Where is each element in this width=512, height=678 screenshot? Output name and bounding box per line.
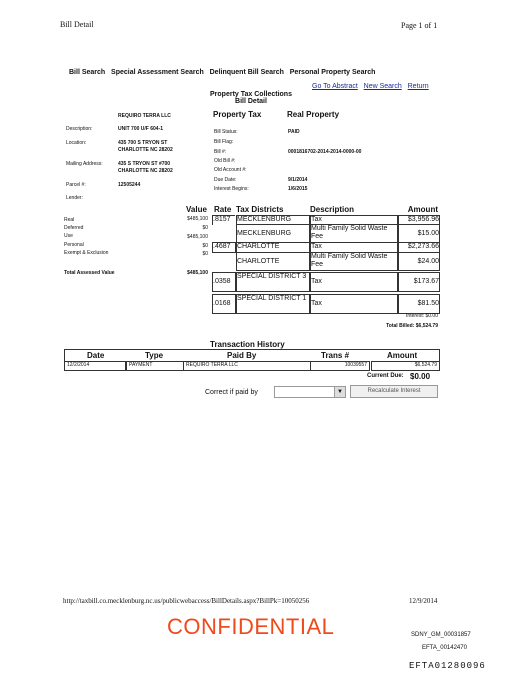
value-exempt: $0 <box>202 251 208 257</box>
label-mailing: Mailing Address: <box>66 161 103 167</box>
label-old-bill: Old Bill #: <box>214 158 236 164</box>
trans-paid-by: REQUIRO TERRA LLC <box>183 361 311 371</box>
header-tax-districts: Tax Districts <box>236 205 284 214</box>
header-rate: Rate <box>214 205 232 214</box>
chevron-down-icon: ▼ <box>334 387 345 397</box>
label-exempt: Exempt & Exclusion <box>64 250 109 256</box>
tax-district: MECKLENBURG <box>236 224 310 243</box>
tax-district: CHARLOTTE <box>236 242 310 253</box>
value-mailing-2: CHARLOTTE NC 28202 <box>118 168 173 174</box>
new-search-link[interactable]: New Search <box>363 83 402 90</box>
label-deferred: Deferred <box>64 225 84 231</box>
value-mailing-1: 435 S TRYON ST #700 <box>118 161 171 167</box>
nav-bar <box>69 69 375 76</box>
nav-special-assessment-search[interactable]: Special Assessment Search <box>111 69 204 76</box>
section-title-right: Real Property <box>287 110 340 119</box>
label-description: Description: <box>66 126 93 132</box>
footer-id-efta-2: EFTA01280096 <box>409 661 486 671</box>
footer-date: 12/9/2014 <box>409 597 438 605</box>
label-parcel: Parcel #: <box>66 182 86 188</box>
tax-amount: $15.00 <box>398 224 440 243</box>
label-interest-begins: Interest Begins: <box>214 186 249 192</box>
tax-district: SPECIAL DISTRICT 1 <box>236 294 310 314</box>
label-real: Real <box>64 217 75 223</box>
trans-header-date: Date <box>87 351 105 360</box>
transaction-row <box>64 361 440 370</box>
header-description: Description <box>310 205 355 214</box>
tax-desc: Tax <box>310 272 398 292</box>
correct-if-paid-label: Correct if paid by <box>205 389 258 396</box>
tax-rate: .8157 <box>212 215 235 225</box>
value-description: UNIT 700 U/F 604-1 <box>118 126 164 132</box>
value-deferred: $0 <box>202 225 208 231</box>
footer-url: http://taxbill.co.mecklenburg.nc.us/publicwebaccess/BillDetails.aspx?BillPk=10050256 <box>63 597 310 605</box>
sublinks <box>312 83 429 90</box>
paid-by-date-select[interactable] <box>274 386 346 398</box>
label-due-date: Due Date: <box>214 177 237 183</box>
owner-name: REQUIRO TERRA LLC <box>118 113 171 119</box>
tax-amount: $173.67 <box>398 272 440 292</box>
trans-amount: $6,524.79 <box>371 361 440 371</box>
value-location-1: 435 700 S TRYON ST <box>118 140 168 146</box>
label-total-assessed: Total Assessed Value <box>64 270 115 276</box>
value-due-date: 9/1/2014 <box>288 177 308 183</box>
tax-amount: $2,273.66 <box>398 242 440 253</box>
tax-rate: .0168 <box>212 294 236 314</box>
value-interest-begins: 1/6/2015 <box>288 186 308 192</box>
value-location-2: CHARLOTTE NC 28202 <box>118 147 173 153</box>
value-real: $485,100 <box>187 216 208 222</box>
label-personal: Personal <box>64 242 84 248</box>
current-due-label: Current Due: <box>367 373 404 379</box>
tax-desc: Multi Family Solid Waste Fee <box>310 224 398 243</box>
tax-district: SPECIAL DISTRICT 3 <box>236 272 310 292</box>
interest: Interest: $0.00 <box>406 313 438 319</box>
tax-rate: .0358 <box>212 272 236 292</box>
current-due-value: $0.00 <box>410 372 431 381</box>
transaction-header-row <box>64 349 440 361</box>
footer-id-efta-1: EFTA_00142470 <box>422 645 467 651</box>
value-total-assessed: $485,100 <box>187 270 208 276</box>
page-indicator: Page 1 of 1 <box>401 21 438 30</box>
section-title-left: Property Tax <box>213 110 262 119</box>
label-use: Use <box>64 233 73 239</box>
recalculate-interest-button[interactable]: Recalculate Interest <box>350 385 438 398</box>
footer-id-sdny: SDNY_GM_00031857 <box>411 632 471 638</box>
header-amount: Amount <box>407 205 438 214</box>
tax-desc: Tax <box>310 242 398 253</box>
page-title: Property Tax Collections Bill Detail <box>210 91 292 105</box>
trans-number: 10039557 <box>310 361 370 371</box>
tax-row <box>212 292 439 314</box>
tax-district: CHARLOTTE <box>236 252 310 271</box>
header-title: Bill Detail <box>60 20 94 29</box>
trans-type: PAYMENT <box>126 361 184 371</box>
return-link[interactable]: Return <box>407 83 429 90</box>
tax-rate: .4687 <box>212 242 236 253</box>
transaction-history-title: Transaction History <box>210 340 285 349</box>
trans-header-amount: Amount <box>387 351 418 360</box>
tax-table <box>212 214 439 314</box>
go-to-abstract-link[interactable]: Go To Abstract <box>312 83 358 90</box>
tax-desc: Multi Family Solid Waste Fee <box>310 252 398 271</box>
tax-row <box>212 242 439 252</box>
tax-amount: $3,956.96 <box>398 215 440 225</box>
label-location: Location: <box>66 140 87 146</box>
tax-row <box>212 224 439 242</box>
transaction-table <box>64 349 440 370</box>
nav-delinquent-bill-search[interactable]: Delinquent Bill Search <box>209 69 284 76</box>
value-personal: $0 <box>202 243 208 249</box>
tax-row <box>212 270 439 292</box>
trans-header-type: Type <box>145 351 164 360</box>
nav-bill-search[interactable]: Bill Search <box>69 69 106 76</box>
trans-header-number: Trans # <box>321 351 350 360</box>
value-bill-number: 0001816702-2014-2014-0000-00 <box>288 149 362 155</box>
label-bill-flag: Bill Flag: <box>214 139 234 145</box>
trans-header-paid-by: Paid By <box>227 351 257 360</box>
label-bill-status: Bill Status: <box>214 129 238 135</box>
total-billed: Total Billed: $6,524.79 <box>386 323 438 329</box>
value-header: Value <box>186 205 207 214</box>
label-bill-number: Bill #: <box>214 149 227 155</box>
tax-amount: $24.00 <box>398 252 440 271</box>
value-parcel: 12505244 <box>118 182 141 188</box>
tax-row <box>212 252 439 270</box>
tax-district: MECKLENBURG <box>236 215 310 225</box>
tax-row <box>212 214 439 224</box>
value-bill-status: PAID <box>288 129 300 135</box>
tax-desc: Tax <box>310 294 398 314</box>
nav-personal-property-search[interactable]: Personal Property Search <box>289 69 376 76</box>
value-use: $485,100 <box>187 234 208 240</box>
label-lender: Lender: <box>66 195 83 201</box>
trans-date: 12/2/2014 <box>64 361 126 371</box>
tax-desc: Tax <box>310 215 398 225</box>
tax-amount: $81.50 <box>398 294 440 314</box>
label-old-account: Old Account #: <box>214 167 247 173</box>
confidential-stamp: CONFIDENTIAL <box>167 614 335 639</box>
